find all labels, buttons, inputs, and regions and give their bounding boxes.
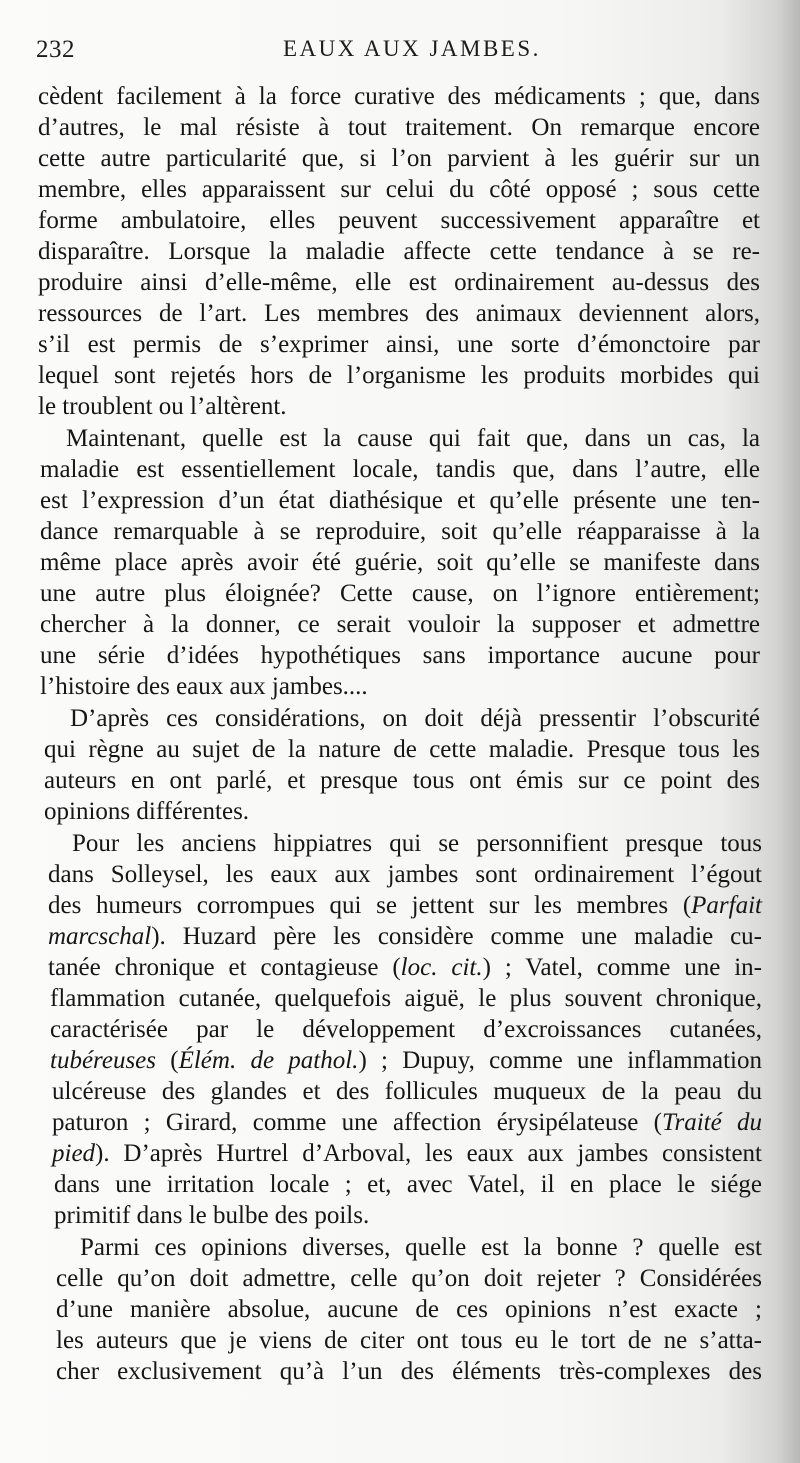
text-line: forme ambulatoire, elles peuvent successivement apparaître et <box>38 207 760 234</box>
text-line: ressources de l’art. Les membres des animaux deviennent alors, <box>38 300 760 327</box>
text-line: une série d’idées hypothétiques sans importance aucune pour <box>40 642 760 669</box>
text-line: est l’expression d’un état diathésique et qu’elle présente une ten- <box>40 487 760 514</box>
text-line: ulcéreuse des glandes et des follicules muqueux de la peau du <box>52 1078 762 1105</box>
text-line: cèdent facilement à la force curative des médicaments ; que, dans <box>38 83 760 110</box>
text-line: tubéreuses (Élém. de pathol.) ; Dupuy, comme une inflammation <box>50 1047 763 1074</box>
text-line: flammation cutanée, quelquefois aiguë, le plus souvent chronique, <box>50 985 762 1012</box>
text-line: dans Solleysel, les eaux aux jambes sont ordinairement l’égout <box>48 861 762 888</box>
text-line: le troublent ou l’altèrent. <box>38 393 287 420</box>
text-line: une autre plus éloignée? Cette cause, on l’ignore entièrement; <box>40 580 760 607</box>
text-line: cette autre particularité que, si l’on parvient à les guérir sur un <box>38 145 760 172</box>
text-line: les auteurs que je viens de citer ont tous eu le tort de ne s’atta- <box>56 1327 762 1354</box>
text-line: D’après ces considérations, on doit déjà pressentir l’obscurité <box>70 705 760 732</box>
text-line: maladie est essentiellement locale, tandis que, dans l’autre, elle <box>40 456 760 483</box>
running-title: EAUX AUX JAMBES. <box>283 36 541 61</box>
text-line: d’autres, le mal résiste à tout traitement. On remarque encore <box>38 114 760 141</box>
text-line: dance remarquable à se reproduire, soit qu’elle réapparaisse à la <box>40 518 760 545</box>
text-line: disparaître. Lorsque la maladie affecte cette tendance à se re- <box>38 238 760 265</box>
text-line: marcschal). Huzard père les considère comme une maladie cu- <box>48 923 762 950</box>
text-line: Maintenant, quelle est la cause qui fait que, dans un cas, la <box>66 425 760 452</box>
text-line: lequel sont rejetés hors de l’organisme les produits morbides qui <box>38 362 760 389</box>
page-header <box>0 32 800 72</box>
text-line: même place après avoir été guérie, soit qu’elle se manifeste dans <box>40 549 760 576</box>
text-line: caractérisée par le développement d’excroissances cutanées, <box>50 1016 762 1043</box>
text-line: Pour les anciens hippiatres qui se personnifient presque tous <box>72 830 762 857</box>
page-number: 232 <box>36 36 75 63</box>
text-line: qui règne au sujet de la nature de cette maladie. Presque tous les <box>44 736 760 763</box>
text-line: dans une irritation locale ; et, avec Vatel, il en place le siége <box>54 1171 762 1198</box>
text-line: opinions différentes. <box>44 798 250 825</box>
text-line: d’une manière absolue, aucune de ces opinions n’est exacte ; <box>56 1296 762 1323</box>
text-line: l’histoire des eaux aux jambes.... <box>40 673 368 700</box>
text-line: Parmi ces opinions diverses, quelle est la bonne ? quelle est <box>80 1234 762 1261</box>
text-line: membre, elles apparaissent sur celui du côté opposé ; sous cette <box>38 176 760 203</box>
text-line: cher exclusivement qu’à l’un des éléments très-complexes des <box>56 1358 762 1385</box>
text-line: pied). D’après Hurtrel d’Arboval, les eaux aux jambes consistent <box>52 1140 762 1167</box>
text-line: s’il est permis de s’exprimer ainsi, une sorte d’émonctoire par <box>38 331 760 358</box>
text-line: produire ainsi d’elle-même, elle est ordinairement au-dessus des <box>38 269 760 296</box>
text-line: primitif dans le bulbe des poils. <box>54 1202 370 1229</box>
text-line: chercher à la donner, ce serait vouloir la supposer et admettre <box>40 611 760 638</box>
text-line: auteurs en ont parlé, et presque tous ont émis sur ce point des <box>44 767 760 794</box>
text-line: paturon ; Girard, comme une affection érysipélateuse (Traité du <box>52 1109 763 1136</box>
text-line: tanée chronique et contagieuse (loc. cit.) ; Vatel, comme une in- <box>48 954 762 981</box>
text-line: celle qu’on doit admettre, celle qu’on doit rejeter ? Considérées <box>56 1265 762 1292</box>
text-line: des humeurs corrompues qui se jettent sur les membres (Parfait <box>48 892 762 919</box>
